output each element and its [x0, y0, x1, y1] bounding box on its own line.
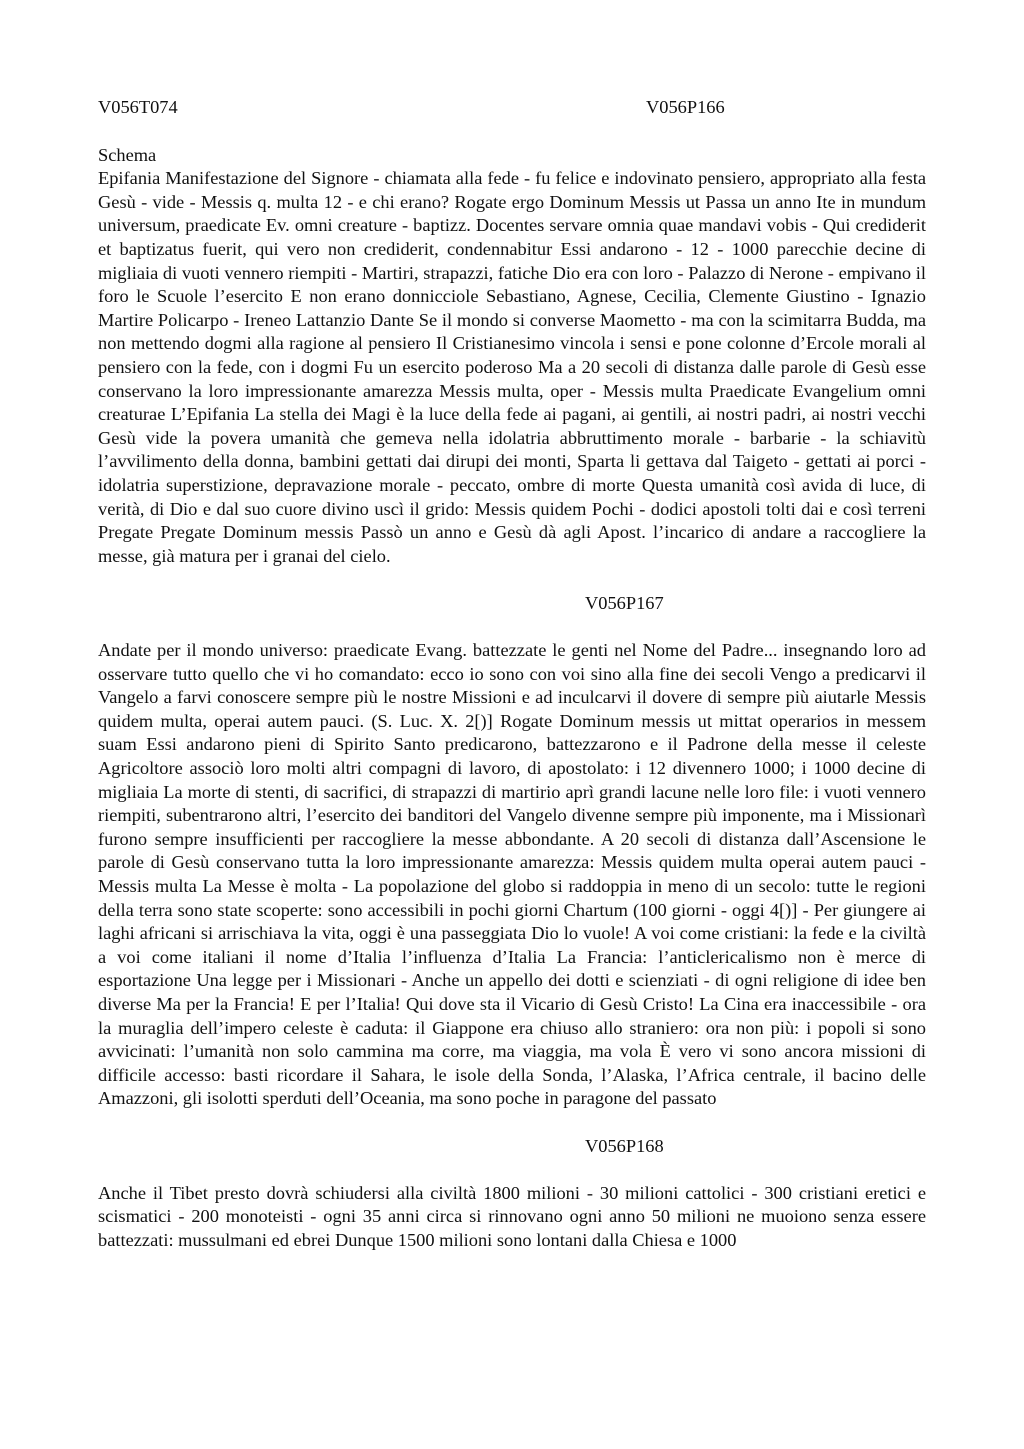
paragraph-section-2: Andate per il mondo universo: praedicate Evang. battezzate le genti nel Nome del Padre... insegnando loro ad osservare tutto quello che vi ho comandato: ecco io sono con voi sino alla fine dei secoli Vengo a predicarvi il Vangelo a farvi conoscere sempre più le nostre Missioni e ad inculcarvi il dovere di sempre più aiutarle Messis quidem multa, operai autem pauci. (S. Luc. X. 2[)] Rogate Dominum messis ut mittat operarios in messem suam Essi andarono pieni di Spirito Santo predicarono, battezzarono e il Padrone della messe il celeste Agricoltore associò loro molti altri compagni di lavoro, di apostolato: i 12 divennero 1000; i 1000 decine di migliaia La morte di stenti, di sacrifici, di strapazzi di martirio aprì grandi lacune nelle loro file: i vuoti vennero riempiti, subentrarono altri, l’esercito dei banditori del Vangelo divenne sempre più imponente, ma i Missionarì furono sempre insufficienti per raccogliere la messe abbondante. A 20 secoli di distanza dall’Ascensione le parole di Gesù conservano tutta la loro impressionante amarezza: Messis quidem multa operai autem pauci - Messis multa La Messe è molta - La popolazione del globo si raddoppia in meno di un secolo: tutte le regioni della terra sono state scoperte: sono accessibili in pochi giorni Chartum (100 giorni - oggi 4[)] - Per giungere ai laghi africani si arrischiava la vita, oggi è una passeggiata Dio lo vuole! A voi come cristiani: la fede e la civiltà a voi come italiani il nome d’Italia l’influenza d’Italia La Francia: l’anticlericalismo non è merce di esportazione Una legge per i Missionari - Anche un appello dei dotti e scienziati - di ogni religione di idee ben diverse Ma per la Francia! E per l’Italia! Qui dove sta il Vicario di Gesù Cristo! La Cina era inaccessibile - ora la muraglia dell’impero celeste è caduta: il Giappone era chiuso allo straniero: ora non più: i popoli si sono avvicinati: l’umanità non solo cammina ma corre, ma viaggia, ma vola È vero vi sono ancora missioni di difficile accesso: basti ricordare il Sahara, le isole della Sonda, l’Alaska, l’Africa centrale, il bacino delle Amazzoni, gli isolotti sperduti dell’Oceania, ma sono poche in paragone del passato: [98, 640, 926, 1109]
schema-label: Schema: [98, 144, 157, 165]
document-page: [98, 96, 926, 1253]
page-marker-168: V056P168: [585, 1135, 664, 1156]
spacer: [98, 120, 926, 144]
document-id: V056T074: [98, 97, 178, 117]
page-marker-167: V056P167: [585, 592, 664, 613]
paragraph-section-3: Anche il Tibet presto dovrà schiudersi alla civiltà 1800 milioni - 30 milioni cattolici - 300 cristiani eretici e scismatici - 200 monoteisti - ogni 35 anni circa si rinnovano ogni anno 50 milioni ne muoiono senza essere battezzati: mussulmani ed ebrei Dunque 1500 milioni sono lontani dalla Chiesa e 1000: [98, 1182, 926, 1250]
page-id: V056P166: [646, 97, 725, 117]
paragraph-section-1: Epifania Manifestazione del Signore - chiamata alla fede - fu felice e indovinato pensiero, appropriato alla festa Gesù - vide - Messis q. multa 12 - e chi erano? Rogate ergo Dominum Messis ut Passa un anno Ite in mundum universum, praedicate Ev. omni creature - baptizz. Docentes servare omnia quae mandavi vobis - Qui crediderit et baptizatus fuerit, qui vero non crediderit, condennabitur Essi andarono - 12 - 1000 parecchie decine di migliaia di vuoti vennero riempiti - Martiri, strapazzi, fatiche Dio era con loro - Palazzo di Nerone - empivano il foro le Scuole l’esercito E non erano donnicciole Sebastiano, Agnese, Cecilia, Clemente Giustino - Ignazio Martire Policarpo - Ireneo Lattanzio Dante Se il mondo si converse Maometto - ma con la scimitarra Budda, ma non mettendo dogmi alla ragione al pensiero Il Cristianesimo vincola i sensi e pone colonne d’Ercole morali al pensiero con la fede, con i dogmi Fu un esercito poderoso Ma a 20 secoli di distanza dalle parole di Gesù esse conservano la loro impressionante amarezza Messis multa, oper - Messis multa Praedicate Evangelium omni creaturae L’Epifania La stella dei Magi è la luce della fede ai pagani, ai gentili, ai nostri padri, ai nostri vecchi Gesù vide la povera umanità che gemeva nella idolatria abbruttimento morale - barbarie - la schiavitù l’avvilimento della donna, bambini gettati dai dirupi dei monti, Sparta li gettava dal Taigeto - gettati ai porci - idolatria superstizione, depravazione morale - peccato, ombre di morte Questa umanità così avida di luce, di verità, di Dio e dal suo cuore divino uscì il grido: Messis quidem Pochi - dodici apostoli tolti dai e così terreni Pregate Pregate Dominum messis Passò un anno e Gesù dà agli Apost. l’incarico di andare a raccogliere la messe, già matura per i granai del cielo.: [98, 168, 926, 566]
page-header: [98, 96, 926, 120]
